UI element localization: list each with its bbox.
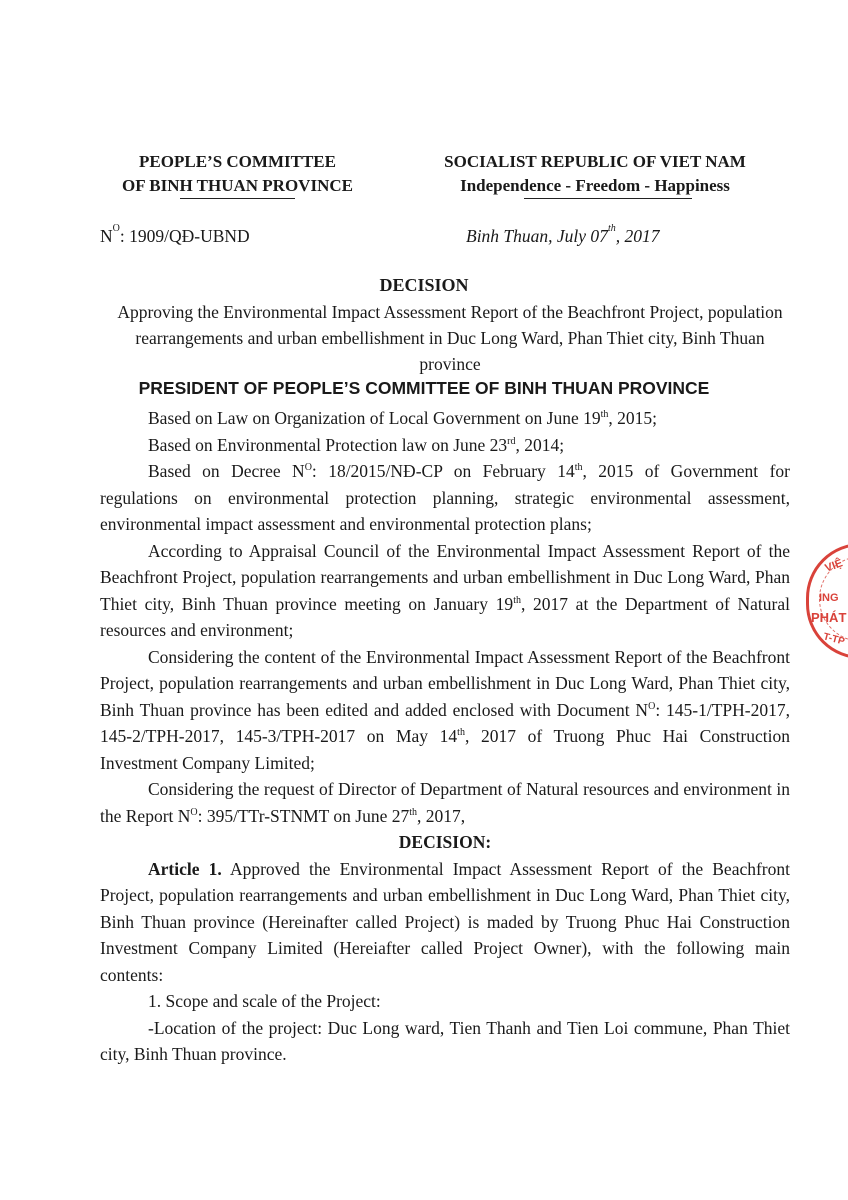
basis-paragraph-3: Based on Decree $N^O$: 18/2015/NĐ-CP on February 14th, 2015 of Government for regulations on environmental protection planning, strategic environmental assessment, environmental impact assessment and environmental protection plans; (100, 461, 790, 534)
seal-text-2: ING (819, 592, 839, 604)
national-header (400, 150, 790, 198)
decision-subtitle: Approving the Environmental Impact Assessment Report of the Beachfront Project, population rearrangements and urban embellishment in Duc Long Ward, Phan Thiet city, Binh Thuan province (117, 302, 783, 374)
decision-heading: DECISION: (398, 832, 492, 852)
basis-paragraph-4: According to Appraisal Council of the Environmental Impact Assessment Report of the Beachfront Project, population rearrangements and urban embellishment in Duc Long Ward, Phan Thiet city, Binh Thuan province meeting on January 19th, 2017 at the Department of Natural resources and environment; (100, 540, 790, 640)
issuer-line-1: PEOPLE’S COMMITTEE (139, 152, 336, 171)
item-1: 1. Scope and scale of the Project: (148, 991, 381, 1011)
basis-paragraph-1: Based on Law on Organization of Local Government on June 19th, 2015; (148, 408, 658, 428)
decision-title: DECISION (379, 275, 469, 295)
document-body (100, 405, 790, 1068)
seal-text-3: PHÁT (811, 610, 847, 625)
issuer-block (95, 150, 380, 198)
national-title: SOCIALIST REPUBLIC OF VIET NAM (444, 152, 746, 171)
national-motto: Independence - Freedom - Happiness (460, 176, 730, 195)
basis-paragraph-5: Considering the content of the Environmental Impact Assessment Report of the Beachfront Project, population rearrangements and urban embellishment in Duc Long Ward, Phan Thiet city, Binh Thuan province has been edited and added enclosed with Document $N^O$: 145-1/TPH-2017, 145-2/TPH-2017, 145-3/TPH-2017 on May 14th, 2017 of Truong Phuc Hai Construction Investment Company Limited; (100, 646, 790, 773)
issuer-underline (180, 198, 295, 199)
motto-underline (524, 198, 692, 199)
basis-paragraph-2: Based on Environmental Protection law on June 23rd, 2014; (148, 434, 565, 455)
project-location: -Location of the project: Duc Long ward, Tien Thanh and Tien Loi commune, Phan Thiet city, Binh Thuan province. (100, 1017, 790, 1064)
article-1-label: Article 1. (148, 858, 222, 879)
seal-text-4: T-TP (821, 631, 846, 648)
seal-text-1: VIỆ (823, 557, 845, 575)
article-1: Article 1. Approved the Environmental Impact Assessment Report of the Beachfront Project, population rearrangements and urban embellishment in Duc Long Ward, Phan Thiet city, Binh Thuan province (Hereinafter called Project) is maded by Truong Phuc Hai Construction Investment Company Limited (Hereiafter called Project Owner), with the following main contents: (100, 858, 791, 985)
official-seal-stamp (806, 543, 848, 659)
issuer-line-2: OF BINH THUAN PROVINCE (122, 176, 353, 195)
president-heading: PRESIDENT OF PEOPLE’S COMMITTEE OF BINH THUAN PROVINCE (138, 378, 710, 398)
document-number: $N^O$: 1909/QĐ-UBND (100, 223, 250, 246)
basis-paragraph-6: Considering the request of Director of Department of Natural resources and environment in the Report $N^O$: 395/TTr-STNMT on June 27th, 2017, (100, 779, 790, 826)
document-date: Binh Thuan, July 07th, 2017 (466, 223, 660, 246)
